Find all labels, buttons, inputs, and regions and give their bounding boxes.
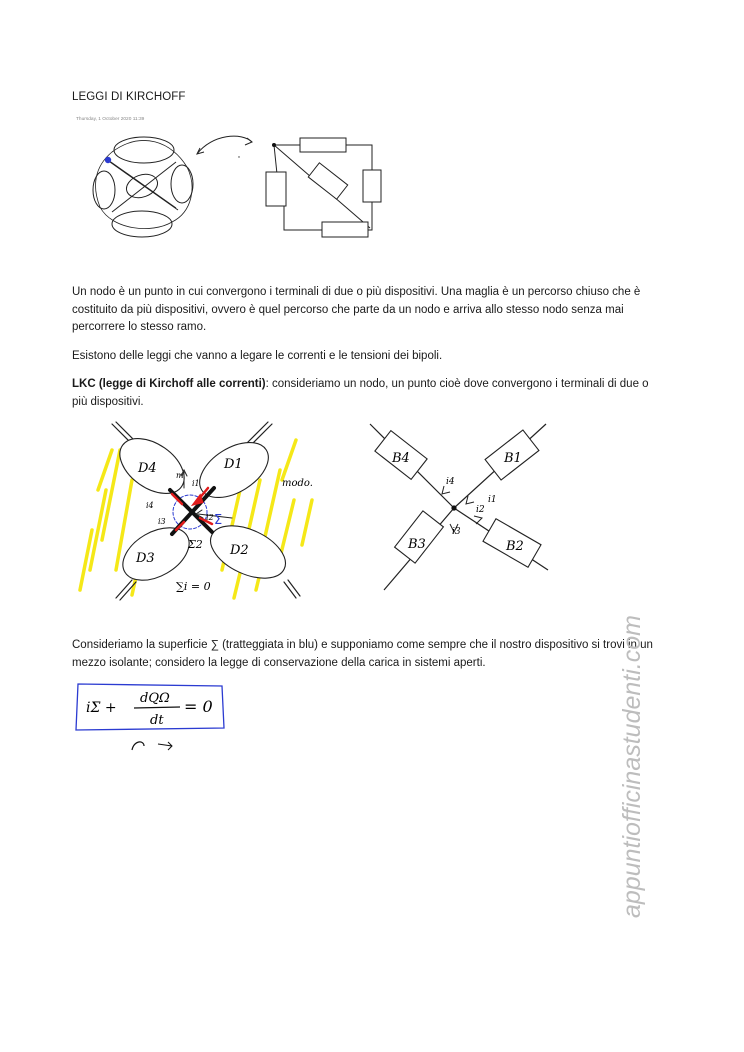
equation-right: = 0 <box>184 697 213 716</box>
equation-numerator: dQΩ <box>140 691 170 706</box>
label-b1: B1 <box>504 451 522 466</box>
paragraph-surface: Consideriamo la superficie ∑ (tratteggiata in blu) e supponiamo come sempre che il nostro dispositivo si trovi in un mezzo isolante; considero la legge di conservazione della carica in sistemi aperti. <box>72 639 653 669</box>
figure-charge-equation <box>72 680 232 755</box>
paragraph-lkc <box>72 376 666 411</box>
equation-denominator: dt <box>150 713 164 728</box>
label-i2: i2 <box>206 513 214 522</box>
label-b4: B4 <box>392 451 410 466</box>
watermark-text: appuntiofficinastudenti.com <box>618 615 646 918</box>
paragraph-node-definition: Un nodo è un punto in cui convergono i terminali di due o più dispositivi. Una maglia è un percorso chiuso che è costituito da più dispositivi, ovvero è quel percorso che parte da un nodo e arriva allo stesso nodo senza mai percorrere lo stesso ramo. <box>72 286 641 333</box>
right-sketch <box>370 424 548 590</box>
label-d4: D4 <box>138 461 157 476</box>
label-right-i2: i2 <box>476 505 485 515</box>
lkc-description: : consideriamo un nodo, un punto cioè dove convergono i terminali di due o più dispositivi. <box>72 378 649 408</box>
figure-timestamp: Thursday, 1 October 2020 11:39 <box>76 117 145 122</box>
label-right-i1: i1 <box>488 495 497 505</box>
page-title: LEGGI DI KIRCHOFF <box>72 91 186 103</box>
label-i3: i3 <box>158 517 166 526</box>
figure-node-mesh-sketch <box>72 112 402 252</box>
lkc-heading: LKC (legge di Kirchoff alle correnti) <box>72 378 266 390</box>
label-b2: B2 <box>506 539 524 554</box>
label-d1: D1 <box>224 457 243 472</box>
label-d2: D2 <box>230 543 249 558</box>
label-right-i4: i4 <box>446 477 455 487</box>
label-sum-zero: ∑i = 0 <box>176 580 211 593</box>
label-d3: D3 <box>136 551 155 566</box>
figure-kcl-node <box>72 420 562 605</box>
label-sigma: Σ <box>214 513 223 528</box>
label-i1: i1 <box>192 479 200 488</box>
label-modo: modo. <box>282 478 313 489</box>
paragraph-laws-intro: Esistono delle leggi che vanno a legare le correnti e le tensioni dei bipoli. <box>72 350 443 362</box>
label-m: m <box>176 471 184 480</box>
label-i4: i4 <box>146 501 154 510</box>
label-right-i3: i3 <box>452 527 461 537</box>
label-b3: B3 <box>408 537 426 552</box>
watermark <box>610 540 650 920</box>
equation-left: iΣ + <box>86 700 117 716</box>
label-sigma2: Σ2 <box>188 538 203 551</box>
left-sketch <box>80 422 313 600</box>
